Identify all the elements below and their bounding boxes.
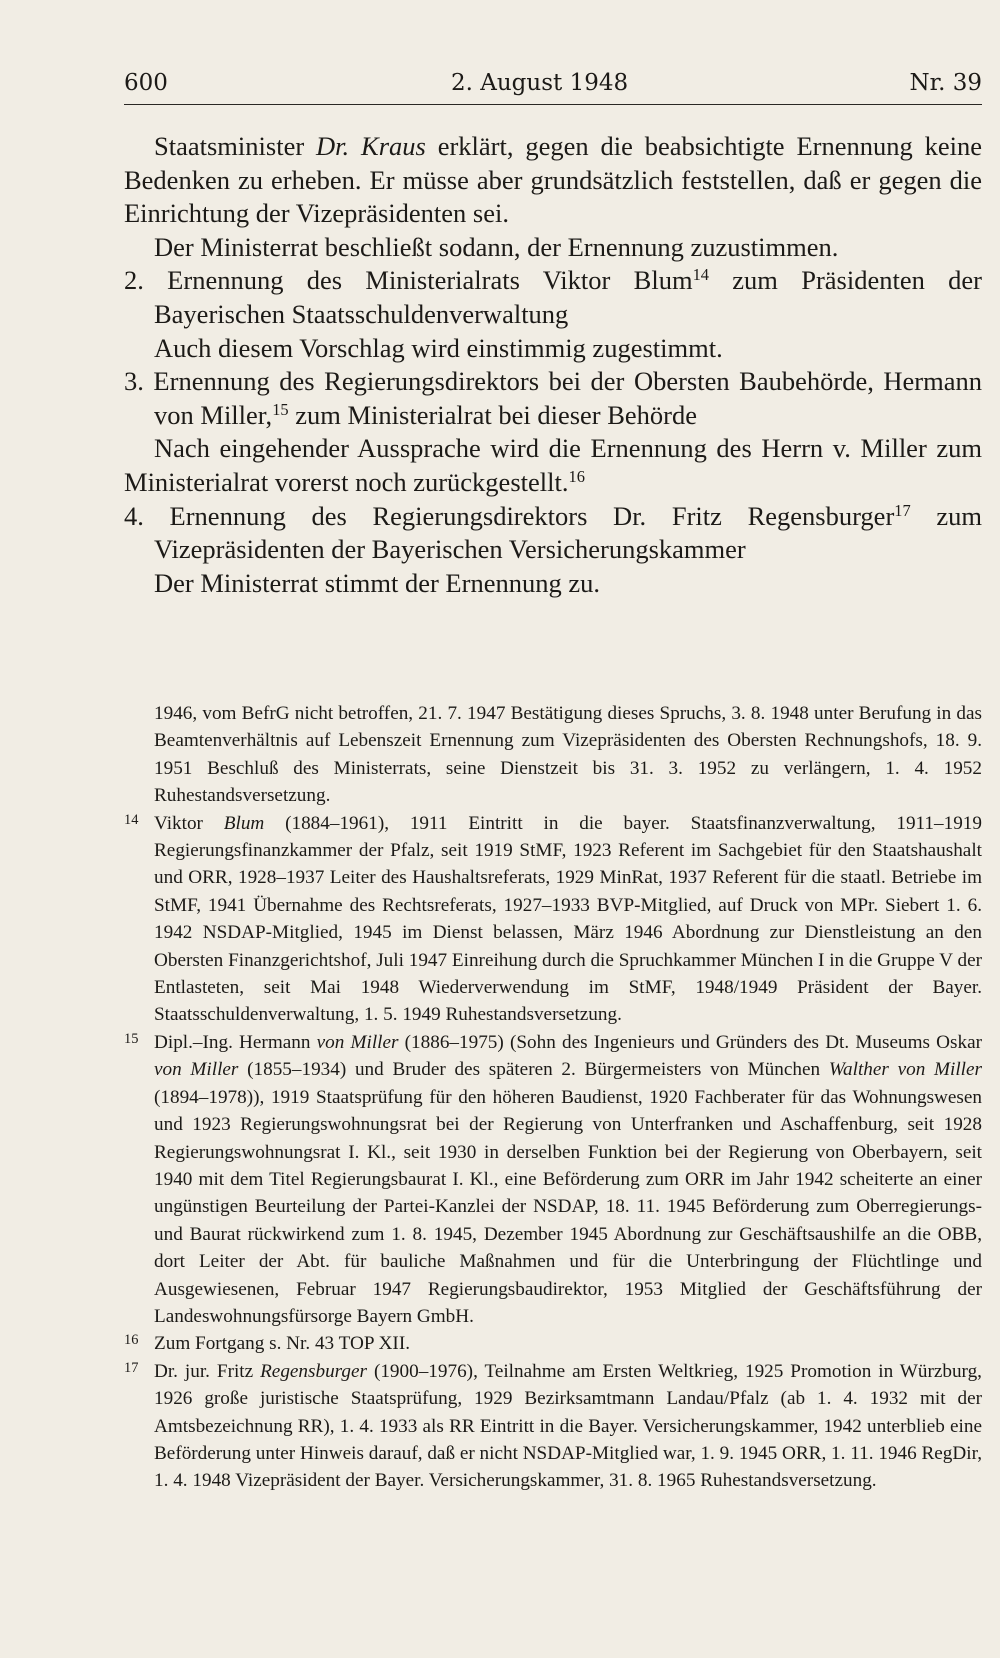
text-run: (1886–1975) (Sohn des Ingenieurs und Gründers des Dt. Museums Oskar <box>398 1031 982 1053</box>
paragraph-decision: Der Ministerrat beschließt sodann, der Ernennung zuzustimmen. <box>154 231 839 262</box>
main-text <box>124 130 982 600</box>
person-name: Regensburger <box>260 1360 368 1382</box>
text-run: zum Vizepräsidenten der Bayerischen Versicherungskammer <box>154 500 982 565</box>
person-name: Blum <box>223 812 265 834</box>
text-run: (1900–1976), Teilnahme am Ersten Weltkrieg, 1925 Promotion in Würzburg, 1926 große juristische Staatsprüfung, 1929 Bezirksamtmann Landau/Pfalz (ab 1. 4. 1932 mit der Amtsbezeichnung RR), 1. 4. 1933 als RR Eintritt in die Bayer. Versicherungskammer, 1942 unterblieb eine Beförderung unter Hinweis darauf, daß er nicht NSDAP-Mitglied war, 1. 9. 1945 ORR, 1. 11. 1946 RegDir, 1. 4. 1948 Vizepräsident der Bayer. Versicherungskammer, 31. 8. 1965 Ruhestandsversetzung. <box>154 1360 983 1492</box>
text-run: Dr. jur. Fritz <box>154 1360 261 1382</box>
text-run: Zum Fortgang s. Nr. 43 TOP XII. <box>154 1333 411 1355</box>
footnote-ref: 15 <box>272 399 289 419</box>
text-run: Nach eingehender Aussprache wird die Ernennung des Herrn v. Miller zum Ministerialrat vorerst noch zurückgestellt. <box>124 433 982 497</box>
footnotes <box>124 700 982 1495</box>
footnote-15: 15 Dipl.–Ing. Hermann von Miller (1886–1975) (Sohn des Ingenieurs und Gründers des Dt. Museums Oskar von Miller (1855–1934) und Bruder des späteren 2. Bürgermeisters von München Walther von Miller (1894–1978)), 1919 Staatsprüfung für den höheren Baudienst, 1920 Fachberater für das Wohnungswesen und 1923 Regierungswohnungsrat bei der Regierung von Unterfranken und Aschaffenburg, seit 1928 Regierungswohnungsrat I. Kl., seit 1930 in derselben Funktion bei der Regierung von Oberbayern, seit 1940 mit dem Titel Regierungsbaurat I. Kl., eine Beförderung zum ORR im Jahr 1942 scheiterte an einer ungünstigen Beurteilung der Partei-Kanzlei der NSDAP, 18. 11. 1945 Beförderung zum Oberregierungs- und Baurat rückwirkend zum 1. 8. 1945, Dezember 1945 Abordnung zur Geschäftsaushilfe an die OBB, dort Leiter der Abt. für bauliche Maßnahmen und für die Unterbringung der Flüchtlinge und Ausgewiesenen, Februar 1947 Regierungsbaudirektor, 1953 Mitglied der Geschäftsführung der Landeswohnungsfürsorge Bayern GmbH. <box>124 1030 982 1327</box>
person-name: Dr. Kraus <box>316 131 426 161</box>
text-run: 3. Ernennung des Regierungsdirektors bei der Obersten Baubehörde, Hermann von Miller, <box>124 366 982 430</box>
text-run: Staatsminister <box>154 131 317 161</box>
paragraph-kraus <box>124 130 982 231</box>
footnote-continued: 1946, vom BefrG nicht betroffen, 21. 7. 1947 Bestätigung dieses Spruchs, 3. 8. 1948 unter Berufung in das Beamtenverhältnis auf Lebenszeit Ernennung zum Vizepräsidenten des Obersten Rechnungshofs, 18. 9. 1951 Beschluß des Ministerrats, seine Dienstzeit bis 31. 3. 1952 zu verlängern, 1. 4. 1952 Ruhestandsversetzung. <box>154 703 982 807</box>
text-run: Dipl.–Ing. Hermann <box>154 1031 317 1053</box>
text-run: (1894–1978)), 1919 Staatsprüfung für den höheren Baudienst, 1920 Fachberater für das Wohnungswesen und 1923 Regierungswohnungsrat bei der Regierung von Unterfranken und Aschaffenburg, seit 1928 Regierungswohnungsrat I. Kl., seit 1930 in derselben Funktion bei der Regierung von Oberbayern, seit 1940 mit dem Titel Regierungsbaurat I. Kl., eine Beförderung zum ORR im Jahr 1942 scheiterte an einer ungünstigen Beurteilung der Partei-Kanzlei der NSDAP, 18. 11. 1945 Beförderung zum Oberregierungs- und Baurat rückwirkend zum 1. 8. 1945, Dezember 1945 Abordnung zur Geschäftsaushilfe an die OBB, dort Leiter der Abt. für bauliche Maßnahmen und für die Unterbringung der Flüchtlinge und Ausgewiesenen, Februar 1947 Regierungsbaudirektor, 1953 Mitglied der Geschäftsführung der Landeswohnungsfürsorge Bayern GmbH. <box>154 1086 982 1327</box>
footnote-14: 14 Viktor Blum (1884–1961), 1911 Eintritt in die bayer. Staatsfinanzverwaltung, 1911–1919 Regierungsfinanzkammer der Pfalz, seit 1919 StMF, 1923 Referent im Sachgebiet für den Staatshaushalt und ORR, 1928–1937 Leiter des Haushaltsreferats, 1929 MinRat, 1937 Referent für die staatl. Betriebe im StMF, 1941 Übernahme des Rechtsreferats, 1927–1933 BVP-Mitglied, auf Druck von MPr. Siebert 1. 6. 1942 NSDAP-Mitglied, 1945 im Dienst belassen, März 1946 Abordnung zur Dienstleistung an den Obersten Finanzgerichtshof, Juli 1947 Einreihung durch die Spruchkammer München I in die Gruppe V der Entlasteten, seit Mai 1948 Wiederverwendung im StMF, 1948/1949 Präsident der Bayer. Staatsschuldenverwaltung, 1. 5. 1949 Ruhestandsversetzung. <box>124 811 982 1026</box>
footnote-17: 17 Dr. jur. Fritz Regensburger (1900–1976), Teilnahme am Ersten Weltkrieg, 1925 Promotion in Würzburg, 1926 große juristische Staatsprüfung, 1929 Bezirksamtmann Landau/Pfalz (ab 1. 4. 1932 mit der Amtsbezeichnung RR), 1. 4. 1933 als RR Eintritt in die Bayer. Versicherungskammer, 1942 unterblieb eine Beförderung unter Hinweis darauf, daß er nicht NSDAP-Mitglied war, 1. 9. 1945 ORR, 1. 11. 1946 RegDir, 1. 4. 1948 Vizepräsident der Bayer. Versicherungskammer, 31. 8. 1965 Ruhestandsversetzung. <box>124 1359 983 1492</box>
agenda-item-2-result: Auch diesem Vorschlag wird einstimmig zugestimmt. <box>154 332 723 363</box>
person-name: von Miller <box>316 1031 399 1053</box>
text-run: zum Ministerialrat bei dieser Behörde <box>288 399 698 430</box>
text-run: erklärt, gegen die beabsichtigte Ernennung keine Bedenken zu erheben. Er müsse aber grundsätzlich feststellen, daß er gegen die Einrichtung der Vizepräsidenten sei. <box>124 131 982 229</box>
text-run: 2. Ernennung des Ministerialrats Viktor Blum <box>124 265 693 296</box>
person-name: von Miller <box>154 1059 239 1081</box>
header-date: 2. August 1948 <box>451 70 629 96</box>
text-run: zum Präsidenten der Bayerischen Staatsschuldenverwaltung <box>154 265 982 329</box>
document-number: Nr. 39 <box>909 70 982 96</box>
text-run: (1884–1961), 1911 Eintritt in die bayer. Staatsfinanzverwaltung, 1911–1919 Regierungsfinanzkammer der Pfalz, seit 1919 StMF, 1923 Referent im Sachgebiet für den Staatshaushalt und ORR, 1928–1937 Leiter des Haushaltsreferats, 1929 MinRat, 1937 Referent für die staatl. Betriebe im StMF, 1941 Übernahme des Rechtsreferats, 1927–1933 BVP-Mitglied, auf Druck von MPr. Siebert 1. 6. 1942 NSDAP-Mitglied, 1945 im Dienst belassen, März 1946 Abordnung zur Dienstleistung an den Obersten Finanzgerichtshof, Juli 1947 Einreihung durch die Spruchkammer München I in die Gruppe V der Entlasteten, seit Mai 1948 Wiederverwendung im StMF, 1948/1949 Präsident der Bayer. Staatsschuldenverwaltung, 1. 5. 1949 Ruhestandsversetzung. <box>154 812 982 1026</box>
agenda-item-3-result <box>124 432 982 499</box>
running-header <box>124 62 982 105</box>
text-run: (1855–1934) und Bruder des späteren 2. Bürgermeisters von München <box>238 1059 829 1081</box>
agenda-item-2 <box>124 264 982 331</box>
page-number: 600 <box>124 70 168 96</box>
footnote-ref: 16 <box>568 466 585 486</box>
agenda-item-4 <box>124 500 982 567</box>
footnote-16: 16 Zum Fortgang s. Nr. 43 TOP XII. <box>124 1332 411 1355</box>
footnote-ref: 14 <box>692 265 709 285</box>
footnote-ref: 17 <box>894 500 911 520</box>
agenda-item-3 <box>124 365 982 432</box>
text-run: 4. Ernennung des Regierungsdirektors Dr. Fritz Regensburger <box>124 500 895 531</box>
agenda-item-4-result: Der Ministerrat stimmt der Ernennung zu. <box>154 567 600 598</box>
text-run: Viktor <box>154 812 224 834</box>
person-name: Walther von Miller <box>828 1059 982 1081</box>
